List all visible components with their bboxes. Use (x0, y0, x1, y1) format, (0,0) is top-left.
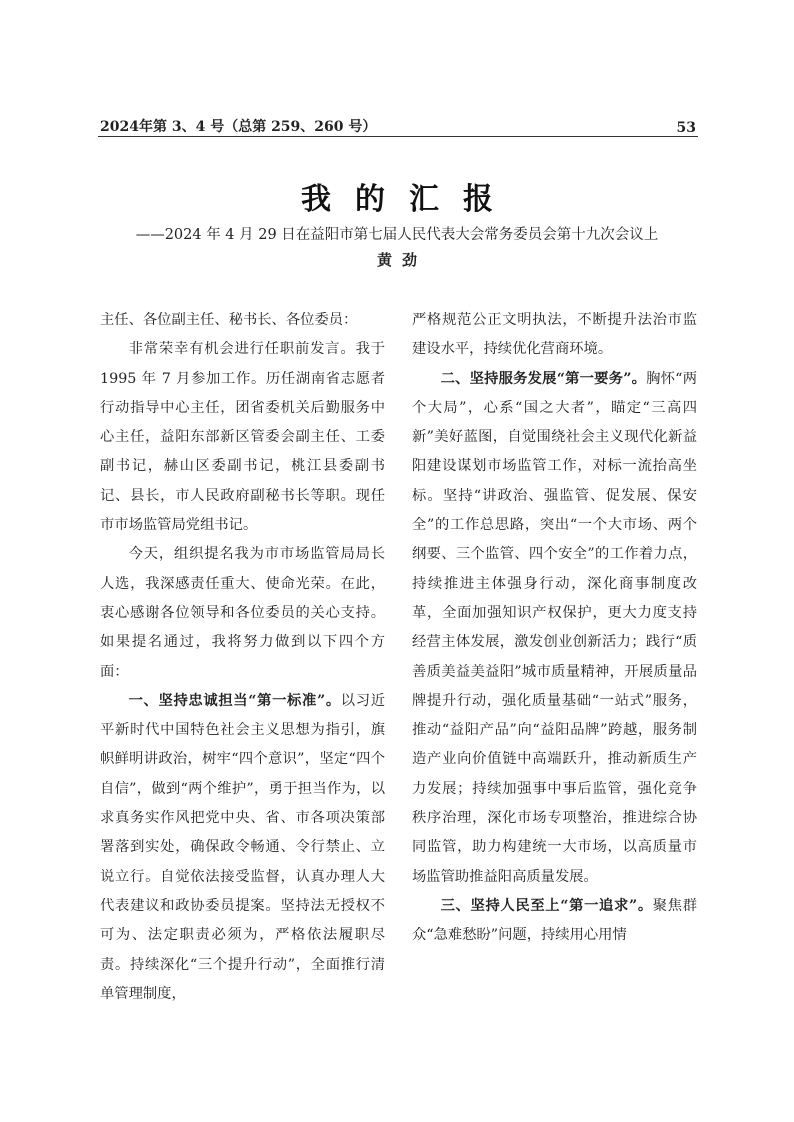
paragraph: 非常荣幸有机会进行任职前发言。我于 1995 年 7 月参加工作。历任湖南省志愿者行动指导中心主任，团省委机关后勤服务中心主任，益阳东部新区管委会副主任、工委副书记，赫山区委副书记，桃江县委副书记、县长，市人民政府副秘书长等职。现任市市场监管局党组书记。 (100, 341, 385, 534)
paragraph (412, 892, 697, 951)
salutation: 主任、各位副主任、秘书长、各位委员： (100, 312, 358, 328)
page-number: 53 (676, 120, 696, 136)
section-body: 以习近平新时代中国特色社会主义思想为指引，旗帜鲜明讲政治，树牢“四个意识”，坚定“四个自信”，做到“两个维护”，勇于担当作为，以求真务实作风把党中央、省、市各项决策部署落到实处，确保政令畅通、令行禁止、立说立行。自觉依法接受监督，认真办理人大代表建议和政协委员提案。坚持法无授权不可为、法定职责必须为，严格依法履职尽责。持续深化“三个提升行动”，全面推行清单管理制度， (100, 692, 386, 1002)
section-heading: 一、坚持忠诚担当“第一标准”。 (128, 692, 341, 709)
paragraph: 严格规范公正文明执法，不断提升法治市监建设水平，持续优化营商环境。 (412, 312, 697, 358)
right-column (412, 306, 697, 951)
header-rule (98, 136, 698, 137)
article-title: 我的汇报 (301, 182, 517, 217)
paragraph (100, 687, 385, 1009)
left-column (100, 306, 385, 1009)
paragraph: 今天，组织提名我为市市场监管局局长人选，我深感责任重大、使命光荣。在此，衷心感谢各位领导和各位委员的关心支持。如果提名通过，我将努力做到以下四个方面： (100, 546, 385, 680)
section-body: 聚焦群众“急难愁盼”问题，持续用心用情 (412, 897, 698, 944)
section-heading: 三、坚持人民至上“第一追求”。 (440, 897, 653, 914)
section-body: 胸怀“两个大局”，心系“国之大者”，瞄定“三高四新”美好蓝图，自觉围绕社会主义现代化新益阳建设谋划市场监管工作，对标一流抬高坐标。坚持“讲政治、强监管、促发展、保安全”的工作总思路，突出“一个大市场、两个纲要、三个监管、四个安全”的工作着力点，持续推进主体强身行动，深化商事制度改革，全面加强知识产权保护，更大力度支持经营主体发展，激发创业创新活力；践行“质善质美益美益阳”城市质量精神，开展质量品牌提升行动，强化质量基础“一站式”服务，推动“益阳产品”向“益阳品牌”跨越，服务制造产业向价值链中高端跃升，推动新质生产力发展；持续加强事中事后监管，强化竞争秩序治理，深化市场专项整治，推进综合协同监管，助力构建统一大市场，以高质量市场监管助推益阳高质量发展。 (412, 370, 698, 885)
section-heading: 二、坚持服务发展“第一要务”。 (440, 370, 647, 387)
article-author: 黄劲 (376, 251, 427, 269)
paragraph (412, 365, 697, 892)
article-subtitle: ——2024 年 4 月 29 日在益阳市第七届人民代表大会常务委员会第十九次会议上 (135, 227, 659, 243)
issue-info: 2024年第 3、4 号（总第 259、260 号） (100, 119, 377, 135)
running-header (100, 116, 696, 136)
